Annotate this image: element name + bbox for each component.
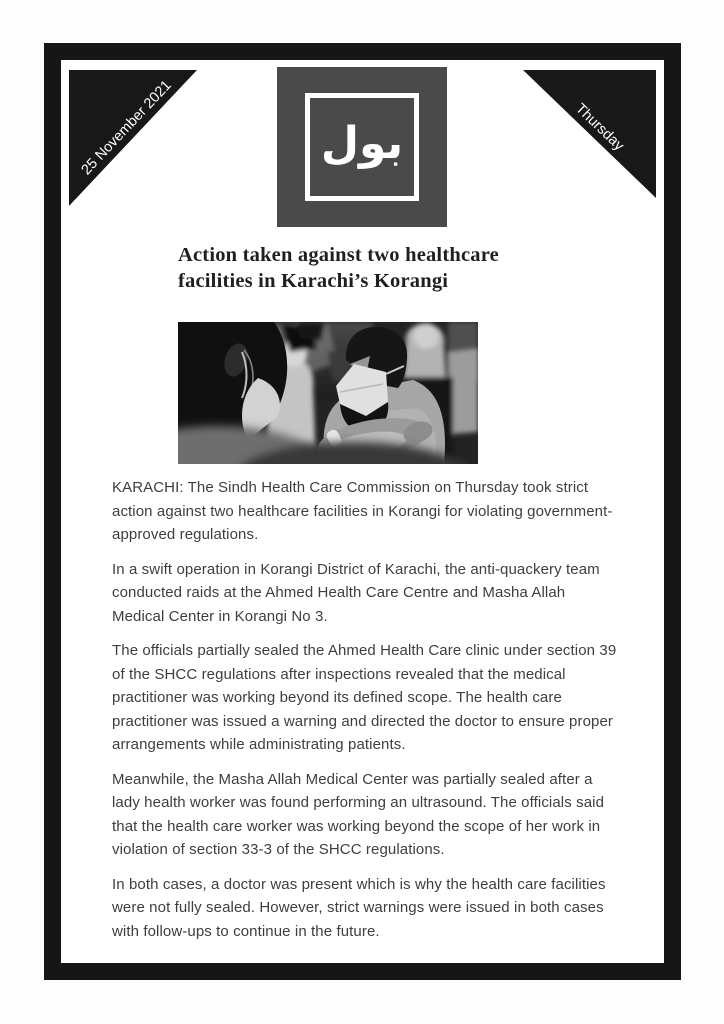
article-photo xyxy=(178,322,478,464)
article-paragraph: KARACHI: The Sindh Health Care Commission on Thursday took strict action against two healthcare facilities in Korangi for violating government-approved regulations. xyxy=(112,479,613,543)
article-body xyxy=(112,476,619,943)
article-paragraph: The officials partially sealed the Ahmed Health Care clinic under section 39 of the SHCC regulations after inspections revealed that the medical practitioner was working beyond its defined scope. The health care practitioner was issued a warning and directed the doctor to ensure proper arrangements while administrating patients. xyxy=(112,642,617,753)
article-paragraph: Meanwhile, the Masha Allah Medical Center was partially sealed after a lady health worker was found performing an ultrasound. The officials said that the health care worker was working beyond the scope of her work in violation of section 33-3 of the SHCC regulations. xyxy=(112,770,605,858)
day-ribbon-label: Thursday xyxy=(572,100,627,155)
article-paragraph: In both cases, a doctor was present which is why the health care facilities were not fully sealed. However, strict warnings were issued in both cases with follow-ups to continue in the future. xyxy=(112,875,606,940)
date-ribbon-label: 25 November 2021 xyxy=(78,77,175,179)
day-corner-ribbon xyxy=(523,70,656,198)
logo-inner-square xyxy=(305,93,419,201)
ribbon-triangle xyxy=(69,70,197,206)
article-paragraph: In a swift operation in Korangi District of Karachi, the anti-quackery team conducted raids at the Ahmed Health Care Centre and Masha Allah Medical Center in Korangi No 3. xyxy=(112,560,600,625)
date-corner-ribbon xyxy=(69,70,197,206)
logo-wordmark: بول xyxy=(320,118,404,169)
ribbon-triangle xyxy=(523,70,656,198)
bol-news-logo xyxy=(277,67,447,227)
article-card-frame xyxy=(44,43,681,980)
article-headline: Action taken against two healthcare facilities in Karachi’s Korangi xyxy=(178,244,499,292)
